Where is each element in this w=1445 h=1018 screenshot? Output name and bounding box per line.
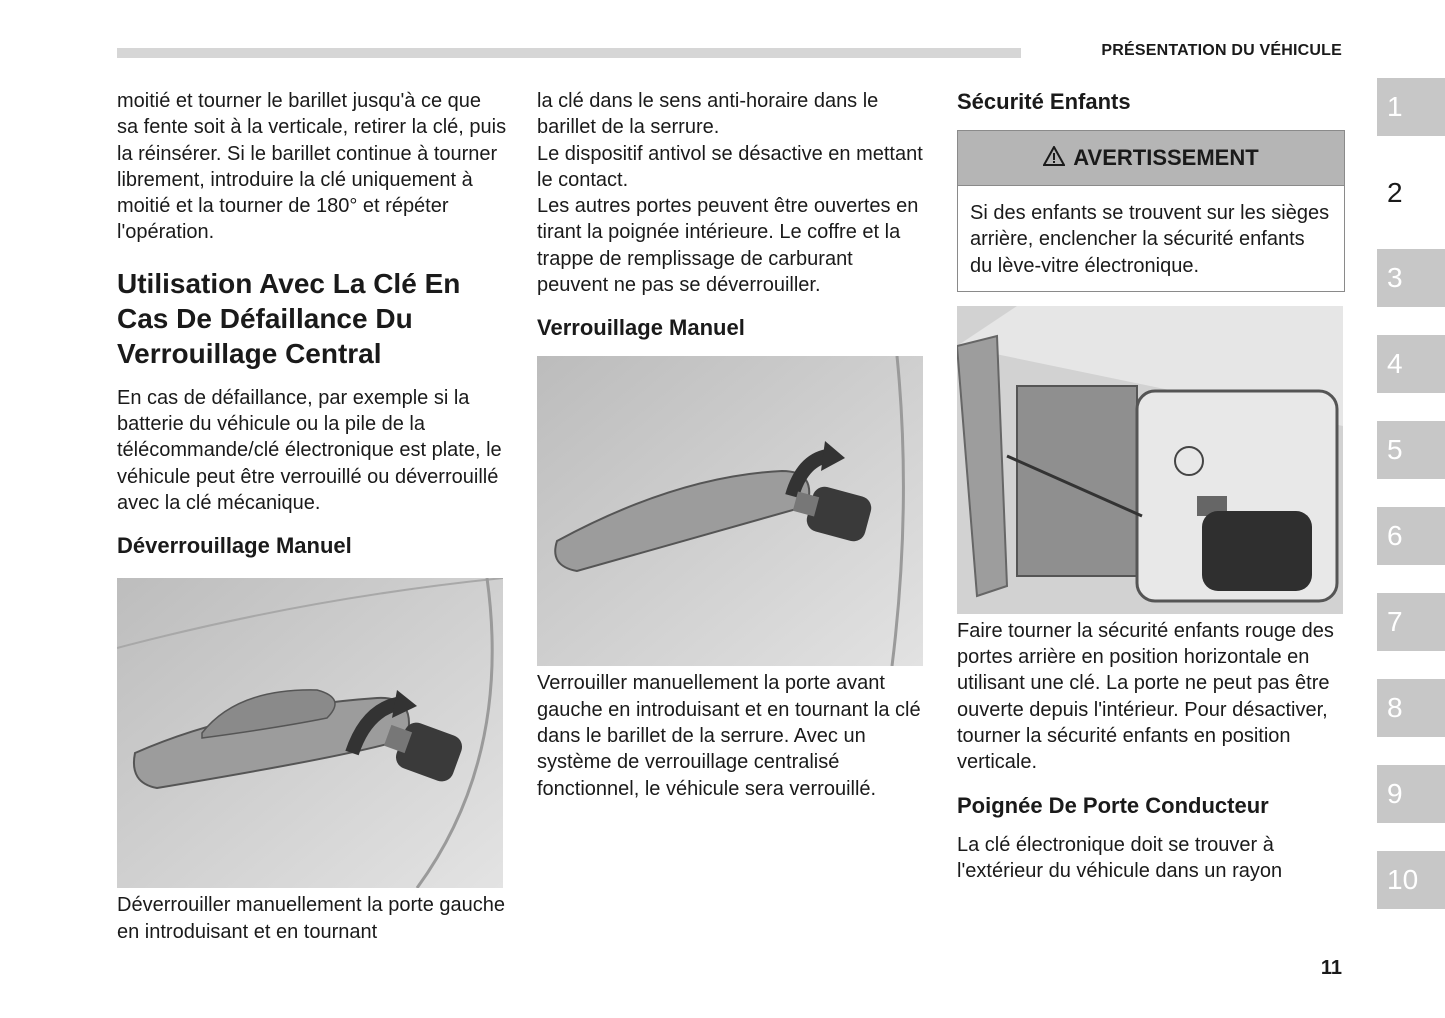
paragraph-doors: Les autres portes peuvent être ouvertes en tirant la poignée intérieure. Le coffre et la trappe de remplissage de carburant peuvent ne pas se déverrouiller. (537, 195, 919, 297)
lock-illustration (537, 356, 923, 666)
section-heading: Utilisation Avec La Clé En Cas De Défaillance Du Verrouillage Central (117, 267, 461, 369)
chapter-tab[interactable]: 9 (1377, 765, 1445, 823)
chapter-tab[interactable]: 8 (1377, 679, 1445, 737)
child-lock-illustration (957, 306, 1343, 614)
chapter-tab[interactable]: 5 (1377, 421, 1445, 479)
warning-title: AVERTISSEMENT (1073, 145, 1259, 170)
subheading-driver-handle: Poignée De Porte Conducteur (957, 792, 1269, 818)
warning-box (957, 130, 1345, 292)
subheading-unlock: Déverrouillage Manuel (117, 533, 352, 559)
chapter-tab[interactable]: 10 (1377, 851, 1445, 909)
page-number: 11 (1320, 957, 1342, 979)
chapter-tab[interactable]: 7 (1377, 593, 1445, 651)
column-1 (117, 88, 507, 945)
caption-unlock: Déverrouiller manuellement la porte gauche en introduisant et en tournant (117, 894, 505, 943)
chapter-tab[interactable]: 4 (1377, 335, 1445, 393)
warning-text: Si des enfants se trouvent sur les sièges arrière, enclencher la sécurité enfants du lève-vitre électronique. (970, 202, 1330, 277)
chapter-tab[interactable]: 3 (1377, 249, 1445, 307)
paragraph-child-lock: Faire tourner la sécurité enfants rouge des portes arrière en position horizontale en utilisant une clé. La porte ne peut pas être ouverte depuis l'intérieur. Pour désactiver, tourner la sécurité enfants en position verticale. (957, 619, 1334, 774)
warning-triangle-icon (1043, 146, 1065, 171)
subheading-child-safety: Sécurité Enfants (957, 89, 1131, 114)
header-rule (117, 48, 1021, 58)
chapter-tab-active[interactable]: 2 (1377, 164, 1445, 222)
paragraph-antivol: Le dispositif antivol se désactive en mettant le contact. (537, 142, 923, 191)
column-2 (537, 88, 927, 802)
chapter-tab[interactable]: 1 (1377, 78, 1445, 136)
column-3 (957, 88, 1347, 884)
paragraph-intro: En cas de défaillance, par exemple si la batterie du véhicule ou la pile de la télécommande/clé électronique est plate, le véhicule peut être verrouillé ou déverrouillé avec la clé mécanique. (117, 386, 502, 514)
paragraph-driver-handle: La clé électronique doit se trouver à l'extérieur du véhicule dans un rayon (957, 833, 1283, 882)
chapter-tab[interactable]: 6 (1377, 507, 1445, 565)
caption-lock: Verrouiller manuellement la porte avant gauche en introduisant et en tournant la clé dans le barillet de la serrure. Avec un système de verrouillage centralisé fonctionnel, le véhicule sera verrouillé. (537, 672, 921, 800)
paragraph-continued: la clé dans le sens anti-horaire dans le barillet de la serrure. (537, 90, 879, 139)
unlock-illustration (117, 578, 503, 888)
paragraph-continued: moitié et tourner le barillet jusqu'à ce que sa fente soit à la verticale, retirer la clé, puis la réinsérer. Si le barillet continue à tourner librement, introduire la clé uniquement à moitié et la tourner de 180° et répéter l'opération. (117, 90, 507, 244)
warning-header (958, 131, 1344, 186)
subheading-lock: Verrouillage Manuel (537, 315, 745, 341)
section-title: PRÉSENTATION DU VÉHICULE (1101, 42, 1342, 59)
